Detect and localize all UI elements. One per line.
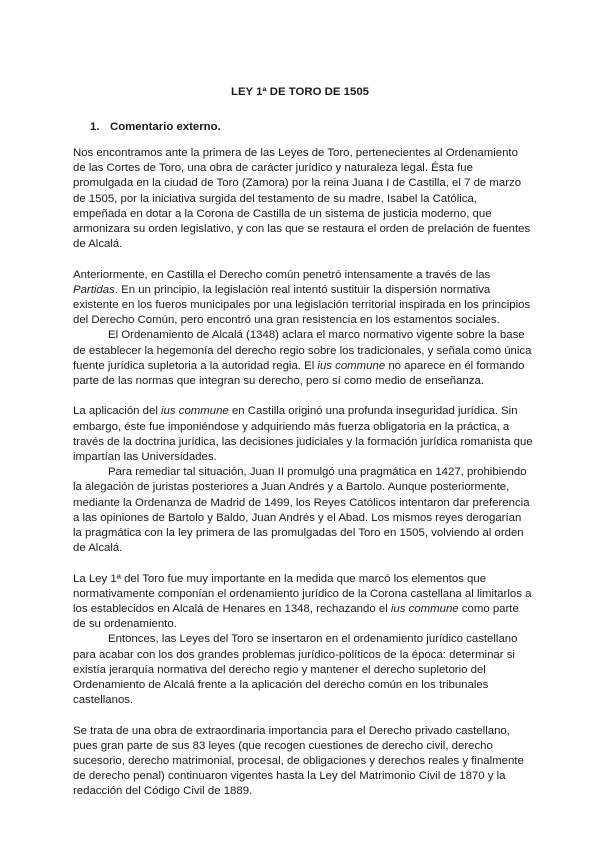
paragraph-3: [73, 328, 533, 389]
paragraph-6-text-b: como parte de su ordenamiento.: [73, 603, 519, 631]
paragraph-4: [73, 404, 533, 465]
section-number: 1.: [90, 121, 100, 133]
document-title: LEY 1ª DE TORO DE 1505: [230, 86, 369, 98]
paragraph-7: Entonces, las Leyes del Toro se insertaron en el ordenamiento jurídico castellano para acabar con los dos grandes problemas jurídico-políticos de la época: determinar si existía jerarquía normativa del derecho regio y mantener el derecho supletorio del Ordenamiento de Alcalá frente a la aplicación del derecho común en los tribunales castellanos.: [73, 633, 518, 707]
paragraph-6-text-a: La Ley 1ª del Toro fue muy importante en la medida que marcó los elementos que normativamente componían el ordenamiento jurídico de la Corona castellana al limitarlos a los establecidos en Alcalá de Henares en 1348, rechazando el: [73, 572, 532, 616]
section-heading: [90, 120, 221, 135]
paragraph-2-text-a: Anteriormente, en Castilla el Derecho común penetró intensamente a través de las: [73, 268, 491, 281]
paragraph-6: [73, 572, 533, 633]
section-title: Comentario externo.: [110, 121, 221, 133]
paragraph-2: [73, 268, 533, 329]
paragraph-2-text-b: . En un principio, la legislación real intentó sustituir la dispersión normativa existente en los fueros municipales por una legislación territorial inspirada en los principios del Derecho Común, pero encontró una gran resistencia en los estamentos sociales.: [73, 283, 531, 327]
paragraph-6-ius-commune: ius commune: [390, 603, 459, 616]
paragraph-2-partidas: Partidas: [73, 283, 115, 296]
paragraph-8: Se trata de una obra de extraordinaria importancia para el Derecho privado castellano, pues gran parte de sus 83 leyes (que recogen cuestiones de derecho civil, derecho sucesorio, derecho matrimonial, procesal, de obligaciones y derechos reales y finalmente de derecho penal) continuaron vigentes hasta la Ley del Matrimonio Civil de 1870 y la redacción del Código Civil de 1889.: [73, 724, 524, 798]
paragraph-3-ius-commune: ius commune: [317, 359, 386, 372]
paragraph-5: Para remediar tal situación, Juan II promulgó una pragmática en 1427, prohibiendo la alegación de juristas posteriores a Juan Andrés y a Bartolo. Aunque posteriormente, mediante la Ordenanza de Madrid de 1499, los Reyes Católicos intentaron dar preferencia a las opiniones de Bartolo y Baldo, Juan Andrés y el Abad. Los mismos reyes derogarían la pragmática con la ley primera de las promulgadas del Toro en 1505, volviendo al orden de Alcalá.: [73, 466, 530, 555]
paragraph-4-text-a: La aplicación del: [73, 405, 162, 418]
paragraph-4-text-b: en Castilla originó una profunda inseguridad jurídica. Sin embargo, éste fue imponiéndose y adquiriendo más fuerza obligatoria en la práctica, a través de la doctrina jurídica, las decisiones judiciales y la formación jurídica romanista que impartían las Universidades.: [73, 405, 533, 464]
paragraph-1: Nos encontramos ante la primera de las Leyes de Toro, pertenecientes al Ordenamiento de las Cortes de Toro, una obra de carácter jurídico y naturaleza legal. Ésta fue promulgada en la ciudad de Toro (Zamora) por la reina Juana I de Castilla, el 7 de marzo de 1505, por la iniciativa surgida del testamento de su madre, Isabel la Católica, empeñada en dotar a la Corona de Castilla de un sistema de justicia moderno, que armonizara su orden legislativo, y con las que se restaura el orden de prelación de fuentes de Alcalá.: [73, 147, 531, 251]
paragraph-3-text-a: El Ordenamiento de Alcalá (1348) aclara el marco normativo vigente sobre la base de establecer la hegemonía del derecho regio sobre los tradicionales, y señala como única fuente jurídica supletoria a la autoridad regia. El: [73, 329, 532, 372]
paragraph-4-ius-commune: ius commune: [161, 405, 229, 418]
document-body: [73, 146, 533, 800]
paragraph-3-text-b: no aparece en él formando parte de las normas que integran su derecho, pero sí como medio de enseñanza.: [73, 359, 525, 388]
